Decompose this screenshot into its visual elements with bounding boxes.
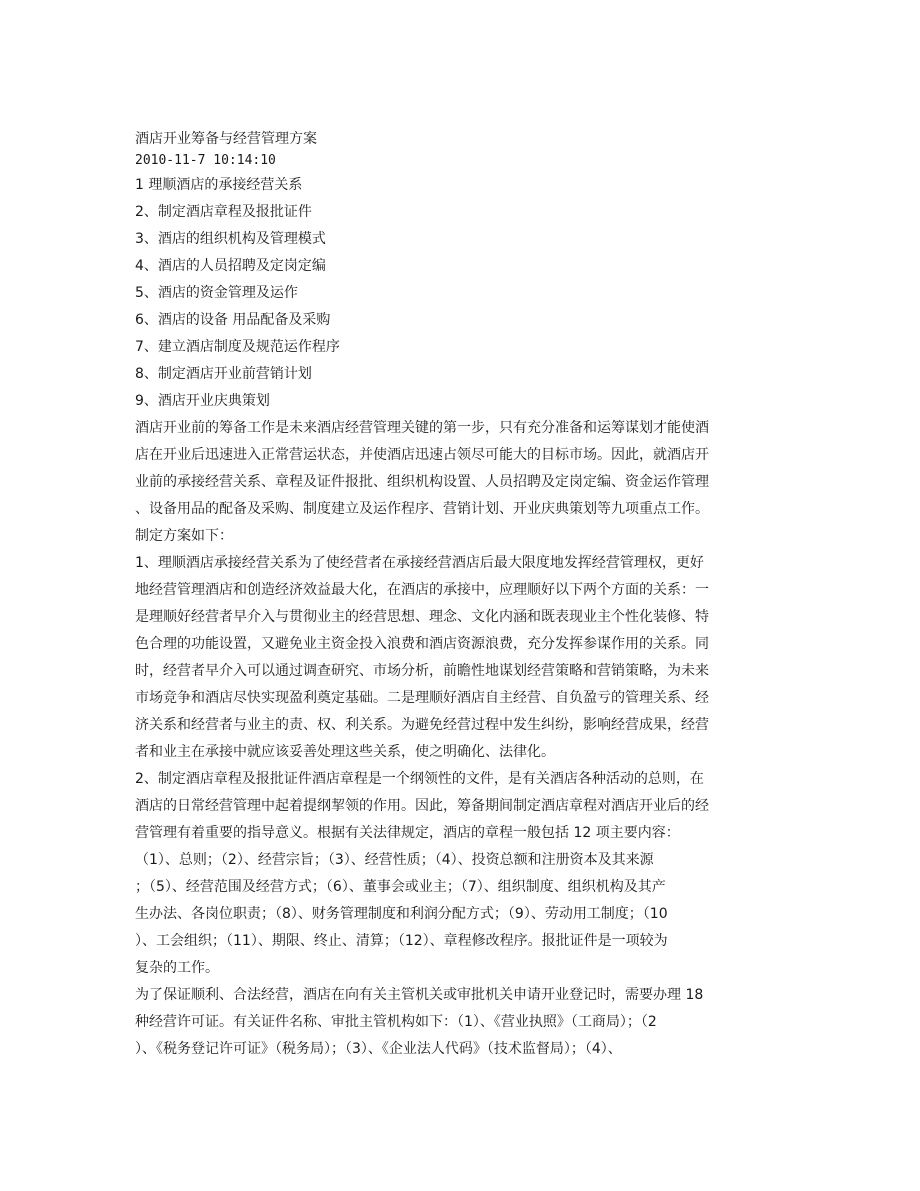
section-1-paragraph xyxy=(135,550,787,766)
outline-item-4: 4、酒店的人员招聘及定岗定编 xyxy=(135,258,326,274)
outline-item-3: 3、酒店的组织机构及管理模式 xyxy=(135,231,326,247)
outline-item-7: 7、建立酒店制度及规范运作程序 xyxy=(135,339,340,355)
intro-paragraph xyxy=(135,415,787,550)
paragraph-line: 时，经营者早介入可以通过调查研究、市场分析，前瞻性地谋划经营策略和营销策略，为未来 xyxy=(135,663,709,679)
section-2-paragraph xyxy=(135,766,787,982)
paragraph-line: 济关系和经营者与业主的责、权、利关系。为避免经营过程中发生纠纷，影响经营成果，经营 xyxy=(135,717,709,733)
paragraph-line: 市场竞争和酒店尽快实现盈利奠定基础。二是理顺好酒店自主经营、自负盈亏的管理关系、经 xyxy=(135,690,709,706)
paragraph-line: 2、制定酒店章程及报批证件酒店章程是一个纲领性的文件，是有关酒店各种活动的总则，在 xyxy=(135,771,704,787)
paragraph-line: 店在开业后迅速进入正常营运状态，并使酒店迅速占领尽可能大的目标市场。因此，就酒店开 xyxy=(135,447,709,463)
paragraph-line: 种经营许可证。有关证件名称、审批主管机构如下：（1）、《营业执照》（工商局）；（2 xyxy=(135,1014,657,1030)
paragraph-line: 是理顺好经营者早介入与贯彻业主的经营思想、理念、文化内涵和既表现业主个性化装修、特 xyxy=(135,609,709,625)
paragraph-line: 复杂的工作。 xyxy=(135,960,219,976)
paragraph-line: 者和业主在承接中就应该妥善处理这些关系，使之明确化、法律化。 xyxy=(135,744,555,760)
paragraph-line: ；（5）、经营范围及经营方式；（6）、董事会或业主；（7）、组织制度、组织机构及其产 xyxy=(135,879,666,895)
paragraph-line: 酒店开业前的筹备工作是未来酒店经营管理关键的第一步，只有充分准备和运筹谋划才能使酒 xyxy=(135,420,709,436)
paragraph-line: 业前的承接经营关系、章程及证件报批、组织机构设置、人员招聘及定岗定编、资金运作管理 xyxy=(135,474,709,490)
paragraph-line: 为了保证顺利、合法经营，酒店在向有关主管机关或审批机关申请开业登记时，需要办理 18 xyxy=(135,987,704,1003)
paragraph-line: 1、理顺酒店承接经营关系为了使经营者在承接经营酒店后最大限度地发挥经营管理权，更好 xyxy=(135,555,704,571)
paragraph-line: 制定方案如下： xyxy=(135,528,233,544)
paragraph-line: 生办法、各岗位职责；（8）、财务管理制度和利润分配方式；（9）、劳动用工制度；（10 xyxy=(135,906,668,922)
outline-item-1: 1 理顺酒店的承接经营关系 xyxy=(135,177,303,193)
outline-item-6: 6、酒店的设备 用品配备及采购 xyxy=(135,312,331,328)
document-title: 酒店开业筹备与经营管理方案 xyxy=(135,131,317,147)
outline-item-5: 5、酒店的资金管理及运作 xyxy=(135,285,298,301)
paragraph-line: 营管理有着重要的指导意义。根据有关法律规定，酒店的章程一般包括 12 项主要内容： xyxy=(135,825,680,841)
paragraph-line: 、设备用品的配备及采购、制度建立及运作程序、营销计划、开业庆典策划等九项重点工作。 xyxy=(135,501,709,517)
outline-item-8: 8、制定酒店开业前营销计划 xyxy=(135,366,312,382)
paragraph-line: （1）、总则；（2）、经营宗旨；（3）、经营性质；（4）、投资总额和注册资本及其来源 xyxy=(135,852,654,868)
paragraph-line: ）、工会组织；（11）、期限、终止、清算；（12）、章程修改程序。报批证件是一项较为 xyxy=(135,933,668,949)
paragraph-line: 色合理的功能设置，又避免业主资金投入浪费和酒店资源浪费，充分发挥参谋作用的关系。同 xyxy=(135,636,709,652)
paragraph-line: ）、《税务登记许可证》（税务局）；（3）、《企业法人代码》（技术监督局）；（4）、 xyxy=(135,1041,622,1057)
section-3-paragraph xyxy=(135,982,787,1063)
outline-item-9: 9、酒店开业庆典策划 xyxy=(135,393,270,409)
document-date: 2010-11-7 10:14:10 xyxy=(135,153,276,168)
paragraph-line: 酒店的日常经营管理中起着提纲挈领的作用。因此，筹备期间制定酒店章程对酒店开业后的经 xyxy=(135,798,709,814)
document-body xyxy=(135,128,787,1063)
paragraph-line: 地经营管理酒店和创造经济效益最大化，在酒店的承接中，应理顺好以下两个方面的关系：一 xyxy=(135,582,709,598)
outline-item-2: 2、制定酒店章程及报批证件 xyxy=(135,204,312,220)
outline-list xyxy=(135,172,787,415)
